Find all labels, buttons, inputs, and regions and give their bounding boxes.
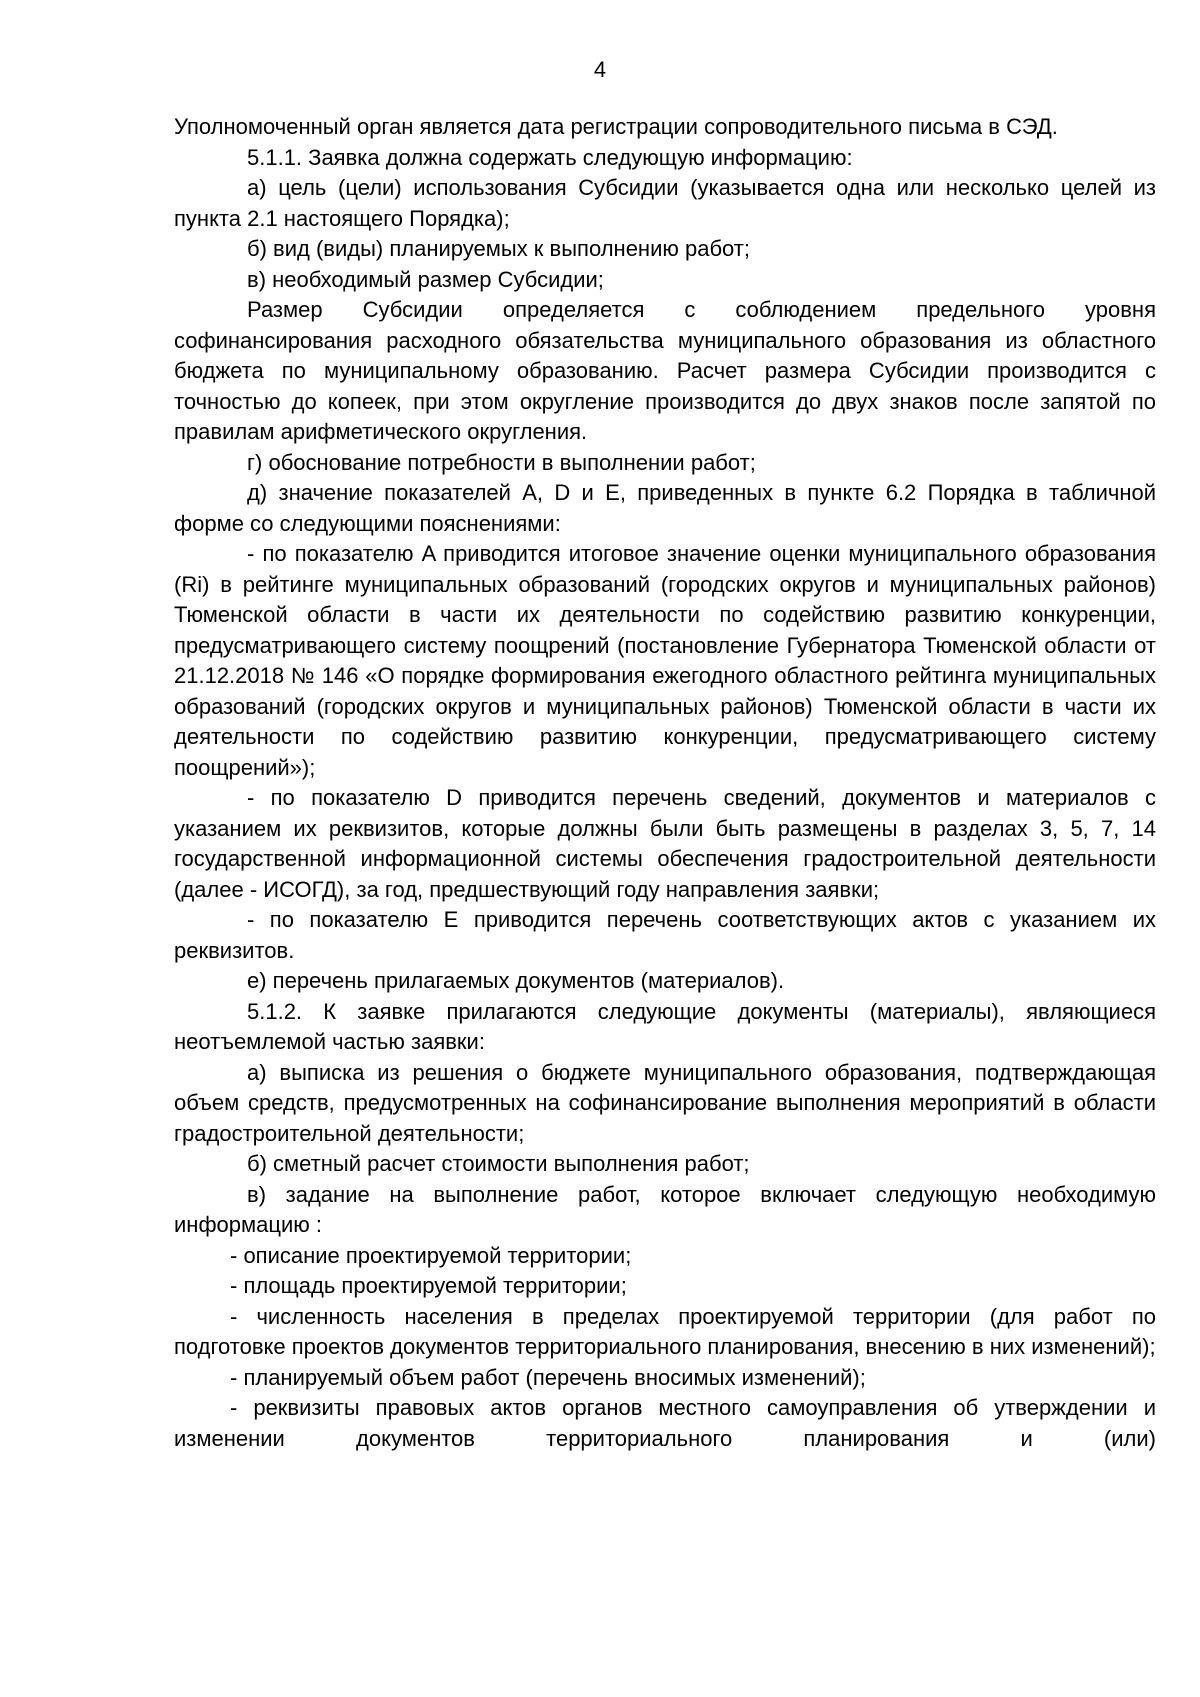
- list-item: - реквизиты правовых актов органов местного самоуправления об утверждении и изменении документов территориального планирования и (или): [174, 1395, 1156, 1451]
- paragraph: д) значение показателей A, D и E, приведенных в пункте 6.2 Порядка в табличной форме со следующими пояснениями:: [174, 480, 1156, 536]
- paragraph: 5.1.2. К заявке прилагаются следующие документы (материалы), являющиеся неотъемлемой частью заявки:: [174, 998, 1156, 1054]
- list-item: - планируемый объем работ (перечень вносимых изменений);: [230, 1364, 866, 1390]
- paragraph: - по показателю E приводится перечень соответствующих актов с указанием их реквизитов.: [174, 907, 1156, 963]
- paragraph: в) необходимый размер Субсидии;: [247, 266, 604, 292]
- list-item: - площадь проектируемой территории;: [230, 1273, 627, 1298]
- page-number: 4: [593, 57, 607, 82]
- paragraph: а) выписка из решения о бюджете муниципального образования, подтверждающая объем средств, предусмотренных на софинансирование выполнения мероприятий в области градостроительной деятельности;: [174, 1059, 1156, 1146]
- paragraph: а) цель (цели) использования Субсидии (указывается одна или несколько целей из пункта 2.1 настоящего Порядка);: [174, 175, 1156, 231]
- paragraph: б) вид (виды) планируемых к выполнению работ;: [247, 236, 750, 261]
- paragraph: б) сметный расчет стоимости выполнения работ;: [247, 1151, 750, 1176]
- paragraph: в) задание на выполнение работ, которое включает следующую необходимую информацию :: [174, 1181, 1156, 1237]
- document-body: [174, 112, 1156, 1454]
- paragraph: - по показателю A приводится итоговое значение оценки муниципального образования (Ri) в рейтинге муниципальных образований (городских округов и муниципальных районов) Тюменской области в части их деятельности по содействию развитию конкуренции, предусматривающего систему поощрений (постановление Губернатора Тюменской области от 21.12.2018 № 146 «О порядке формирования ежегодного областного рейтинга муниципальных образований (городских округов и муниципальных районов) Тюменской области в части их деятельности по содействию развитию конкуренции, предусматривающего систему поощрений»);: [174, 541, 1156, 780]
- paragraph: Размер Субсидии определяется с соблюдением предельного уровня софинансирования расходного обязательства муниципального образования из областного бюджета по муниципальному образованию. Расчет размера Субсидии производится с точностью до копеек, при этом округление производится до двух знаков после запятой по правилам арифметического округления.: [174, 297, 1156, 444]
- paragraph: 5.1.1. Заявка должна содержать следующую информацию:: [247, 144, 853, 170]
- paragraph: Уполномоченный орган является дата регистрации сопроводительного письма в СЭД.: [174, 114, 1058, 139]
- list-item: - численность населения в пределах проектируемой территории (для работ по подготовке проектов документов территориального планирования, внесению в них изменений);: [174, 1303, 1156, 1359]
- paragraph: е) перечень прилагаемых документов (материалов).: [247, 968, 785, 993]
- paragraph: - по показателю D приводится перечень сведений, документов и материалов с указанием их реквизитов, которые должны были быть размещены в разделах 3, 5, 7, 14 государственной информационной системы обеспечения градостроительной деятельности (далее - ИСОГД), за год, предшествующий году направления заявки;: [174, 785, 1156, 902]
- list-item: - описание проектируемой территории;: [230, 1242, 632, 1268]
- paragraph: г) обоснование потребности в выполнении работ;: [247, 449, 756, 475]
